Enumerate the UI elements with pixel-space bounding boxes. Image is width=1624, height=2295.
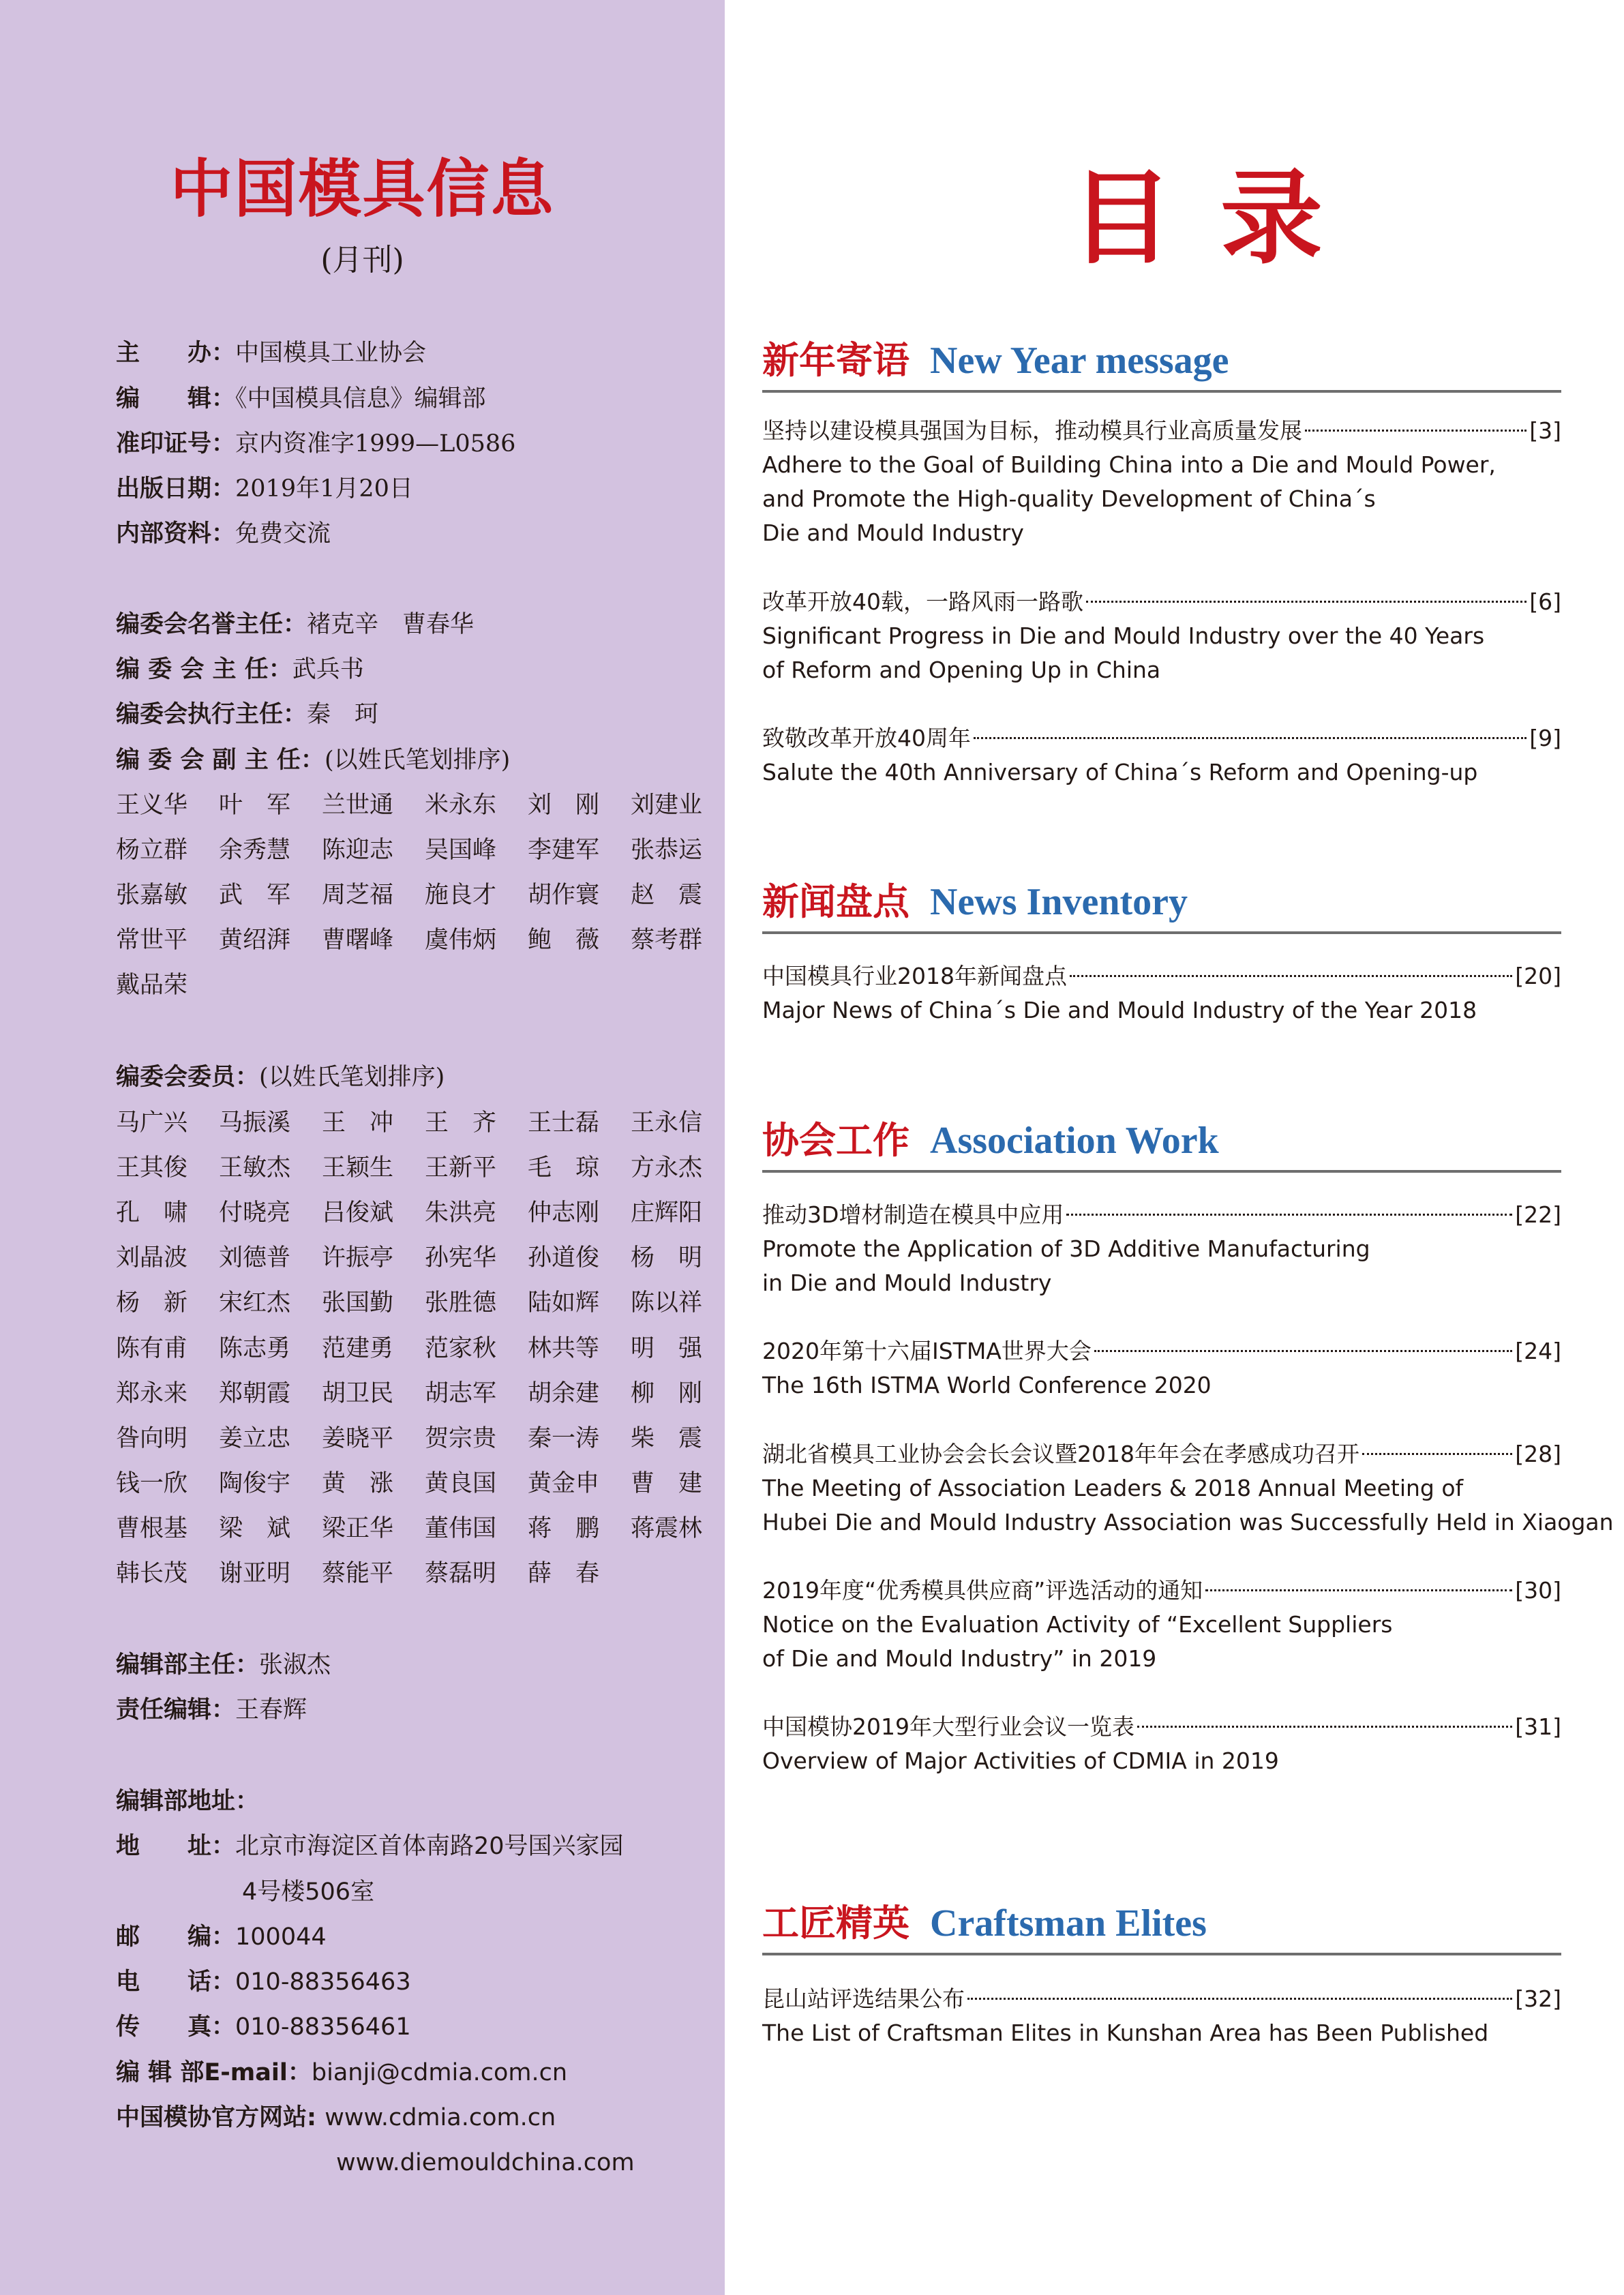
leader-dots: [1066, 1214, 1512, 1216]
person-name: 杨 明: [631, 1244, 703, 1272]
page-number: [28]: [1515, 1441, 1561, 1467]
person-name: 蔡磊明: [425, 1560, 497, 1587]
leader-dots: [1305, 430, 1527, 432]
entry-title-en: Promote the Application of 3D Additive Manufacturing: [762, 1235, 1370, 1262]
person-name: 庄辉阳: [631, 1199, 703, 1227]
person-name: 钱一欣: [116, 1470, 188, 1497]
person-name: 胡余建: [528, 1380, 600, 1407]
person-name: 范建勇: [322, 1335, 394, 1362]
section-title-zh: 新年寄语: [762, 338, 909, 382]
tel-row: [116, 1965, 411, 1999]
person-name: 刘建业: [631, 792, 703, 819]
section-divider: [762, 1953, 1561, 1955]
toc-entry[interactable]: [762, 959, 1561, 1028]
page-number: [24]: [1515, 1338, 1561, 1364]
person-name: 王敏杰: [219, 1154, 291, 1182]
leader-dots: [1137, 1726, 1512, 1728]
person-name: 蔡考群: [631, 927, 703, 954]
entry-title-en: Die and Mould Industry: [762, 520, 1024, 546]
toc-entry[interactable]: [762, 721, 1561, 790]
section-title-zh: 协会工作: [762, 1118, 909, 1162]
board-value: (以姓氏笔划排序): [324, 747, 511, 774]
person-name: 戴品荣: [116, 972, 188, 999]
person-name: 张国勤: [322, 1289, 394, 1317]
section-divider: [762, 390, 1561, 393]
info-label: 准印证号：: [116, 430, 236, 457]
entry-title-en: and Promote the High-quality Development of China´s: [762, 485, 1376, 512]
tel-value: 010-88356463: [235, 1968, 411, 1996]
person-name: 蒋 鹏: [528, 1515, 600, 1542]
person-name: 吴国峰: [425, 837, 497, 864]
info-value: 免费交流: [235, 520, 331, 548]
info-row: [116, 336, 426, 370]
editorial-row: [116, 1693, 307, 1727]
editorial-label: 责任编辑：: [116, 1696, 236, 1724]
editorial-label: 编辑部主任：: [116, 1651, 260, 1679]
name-row: [116, 1422, 734, 1456]
person-name: 兰世通: [322, 792, 394, 819]
section-title-en: New Year message: [930, 340, 1229, 382]
person-name: 仲志刚: [528, 1199, 600, 1227]
members-label: 编委会委员：: [116, 1064, 260, 1091]
person-name: 黄金申: [528, 1470, 600, 1497]
members-note: (以姓氏笔划排序): [259, 1064, 445, 1091]
person-name: 方永杰: [631, 1154, 703, 1182]
email-row: [116, 2056, 567, 2090]
fax-value: 010-88356461: [235, 2013, 411, 2041]
page-number: [32]: [1515, 1985, 1561, 2012]
person-name: 刘德普: [219, 1244, 291, 1272]
name-row: [116, 1241, 734, 1275]
person-name: 姜晓平: [322, 1425, 394, 1452]
leader-dots: [974, 737, 1527, 739]
person-name: 张胜德: [425, 1289, 497, 1317]
info-label: 主 办：: [116, 340, 236, 367]
person-name: 周芝福: [322, 882, 394, 909]
page-number: [22]: [1515, 1201, 1561, 1228]
entry-title-en: in Die and Mould Industry: [762, 1270, 1052, 1296]
person-name: 陈以祥: [631, 1289, 703, 1317]
toc-entry[interactable]: [762, 1710, 1561, 1778]
page-number: [9]: [1529, 725, 1561, 751]
address-line-1: 北京市海淀区首体南路20号国兴家园: [235, 1833, 624, 1860]
person-name: 武 军: [219, 882, 291, 909]
section-title-zh: 新闻盘点: [762, 880, 909, 923]
person-name: 虞伟炳: [425, 927, 497, 954]
name-row: [116, 1332, 734, 1366]
board-value: 褚克辛 曹春华: [307, 611, 475, 638]
person-name: 薛 春: [528, 1560, 600, 1587]
fax-row: [116, 2010, 411, 2044]
info-value: 2019年1月20日: [235, 475, 413, 502]
zip-row: [116, 1920, 327, 1954]
person-name: 董伟国: [425, 1515, 497, 1542]
page-number: [20]: [1515, 963, 1561, 989]
person-name: 王 冲: [322, 1109, 394, 1137]
person-name: 昝向明: [116, 1425, 188, 1452]
person-name: 刘晶波: [116, 1244, 188, 1272]
entry-title-en: Significant Progress in Die and Mould Industry over the 40 Years: [762, 622, 1485, 649]
page-number: [30]: [1515, 1577, 1561, 1604]
name-row: [116, 1377, 734, 1411]
person-name: 蔡能平: [322, 1560, 394, 1587]
address-row-cont: [242, 1875, 374, 1909]
person-name: 杨立群: [116, 837, 188, 864]
entry-title-zh: 致敬改革开放40周年: [762, 725, 971, 751]
info-row: [116, 427, 515, 461]
section-heading-craftsman: [762, 1895, 1207, 1960]
person-name: 黄 涨: [322, 1470, 394, 1497]
magazine-frequency: (月刊): [320, 243, 404, 278]
person-name: 贺宗贵: [425, 1425, 497, 1452]
name-row: [116, 923, 734, 957]
section-title-en: News Inventory: [930, 881, 1188, 923]
board-value: 武兵书: [292, 656, 364, 683]
person-name: 常世平: [116, 927, 188, 954]
person-name: 叶 军: [219, 792, 291, 819]
person-name: 王颖生: [322, 1154, 394, 1182]
person-name: 曹根基: [116, 1515, 188, 1542]
toc-entry[interactable]: [762, 1437, 1614, 1540]
person-name: 吕俊斌: [322, 1199, 394, 1227]
person-name: 韩长茂: [116, 1560, 188, 1587]
website-link[interactable]: www.cdmia.com.cn: [325, 2104, 556, 2131]
person-name: 马振溪: [219, 1109, 291, 1137]
person-name: 范家秋: [425, 1335, 497, 1362]
person-name: 陈有甫: [116, 1335, 188, 1362]
masthead-panel: [0, 0, 725, 2295]
members-heading: [116, 1060, 445, 1094]
entry-title-en: Adhere to the Goal of Building China into a Die and Mould Power,: [762, 451, 1496, 478]
person-name: 赵 震: [631, 882, 703, 909]
person-name: 蒋震林: [631, 1515, 703, 1542]
name-row: [116, 1467, 734, 1501]
website-link-2[interactable]: www.diemouldchina.com: [336, 2149, 635, 2176]
entry-title-en: of Die and Mould Industry” in 2019: [762, 1645, 1157, 1672]
person-name: 付晓亮: [219, 1199, 291, 1227]
person-name: 陆如辉: [528, 1289, 600, 1317]
fax-label: 传 真：: [116, 2013, 236, 2041]
website-row-2: [336, 2146, 635, 2180]
person-name: 胡卫民: [322, 1380, 394, 1407]
person-name: 王新平: [425, 1154, 497, 1182]
page-number: [6]: [1529, 588, 1561, 615]
entry-title-zh: 推动3D增材制造在模具中应用: [762, 1201, 1064, 1228]
person-name: 郑永来: [116, 1380, 188, 1407]
toc-entry[interactable]: [762, 585, 1561, 687]
entry-title-zh: 2019年度“优秀模具供应商”评选活动的通知: [762, 1577, 1203, 1604]
info-label: 编 辑：: [116, 385, 236, 412]
editorial-row: [116, 1648, 331, 1682]
person-name: 陈迎志: [322, 837, 394, 864]
person-name: 郑朝霞: [219, 1380, 291, 1407]
person-name: 梁 斌: [219, 1515, 291, 1542]
email-link[interactable]: bianji@cdmia.com.cn: [311, 2059, 568, 2086]
page-number: [3]: [1529, 417, 1561, 444]
zip-value: 100044: [235, 1923, 327, 1951]
address-heading: [116, 1784, 259, 1818]
address-row: [116, 1829, 624, 1863]
toc-title: 目录: [1070, 158, 1371, 278]
person-name: 王士磊: [528, 1109, 600, 1137]
section-title-en: Craftsman Elites: [930, 1902, 1207, 1945]
name-row: [116, 1151, 734, 1185]
address-heading-text: 编辑部地址：: [116, 1788, 260, 1815]
person-name: 孙宪华: [425, 1244, 497, 1272]
person-name: 马广兴: [116, 1109, 188, 1137]
person-name: 毛 琼: [528, 1154, 600, 1182]
person-name: 柳 刚: [631, 1380, 703, 1407]
board-row: [116, 608, 474, 642]
editorial-value: 王春辉: [235, 1696, 307, 1724]
board-label: 编 委 会 副 主 任：: [116, 747, 325, 774]
person-name: 鲍 薇: [528, 927, 600, 954]
board-label: 编 委 会 主 任：: [116, 656, 292, 683]
section-divider: [762, 1170, 1561, 1173]
entry-title-en: The Meeting of Association Leaders & 2018 Annual Meeting of: [762, 1475, 1464, 1501]
person-name: 张恭运: [631, 837, 703, 864]
person-name: 陶俊宇: [219, 1470, 291, 1497]
leader-dots: [1362, 1453, 1512, 1455]
entry-title-en: The List of Craftsman Elites in Kunshan Area has Been Published: [762, 2020, 1489, 2046]
board-row: [116, 652, 364, 687]
info-value: 京内资准字1999—L0586: [235, 430, 516, 457]
leader-dots: [1070, 975, 1512, 977]
person-name: 谢亚明: [219, 1560, 291, 1587]
info-label: 内部资料：: [116, 520, 236, 548]
name-row: [116, 788, 734, 822]
entry-title-en: Major News of China´s Die and Mould Industry of the Year 2018: [762, 997, 1477, 1023]
toc-entry[interactable]: [762, 1982, 1561, 2050]
section-heading-association: [762, 1113, 1219, 1177]
person-name: 王 齐: [425, 1109, 497, 1137]
zip-label: 邮 编：: [116, 1923, 236, 1951]
person-name: 柴 震: [631, 1425, 703, 1452]
person-name: 王永信: [631, 1109, 703, 1137]
person-name: 杨 新: [116, 1289, 188, 1317]
leader-dots: [1094, 1350, 1512, 1352]
toc-entry[interactable]: [762, 1574, 1561, 1676]
entry-title-zh: 中国模协2019年大型行业会议一览表: [762, 1713, 1134, 1740]
toc-entry[interactable]: [762, 414, 1561, 550]
person-name: 曹曙峰: [322, 927, 394, 954]
person-name: 李建军: [528, 837, 600, 864]
person-name: 许振亭: [322, 1244, 394, 1272]
magazine-title: 中国模具信息: [170, 153, 555, 226]
website-label: 中国模协官方网站:: [116, 2104, 325, 2131]
person-name: 刘 刚: [528, 792, 600, 819]
person-name: 孙道俊: [528, 1244, 600, 1272]
person-name: 梁正华: [322, 1515, 394, 1542]
person-name: 张嘉敏: [116, 882, 188, 909]
board-row: [116, 743, 510, 777]
leader-dots: [1086, 601, 1527, 603]
person-name: 林共等: [528, 1335, 600, 1362]
info-value: 中国模具工业协会: [235, 340, 427, 367]
person-name: 米永东: [425, 792, 497, 819]
entry-title-zh: 改革开放40载，一路风雨一路歌: [762, 588, 1083, 615]
name-row: [116, 968, 219, 1002]
person-name: 明 强: [631, 1335, 703, 1362]
leader-dots: [967, 1998, 1512, 2000]
name-row: [116, 833, 734, 867]
entry-title-zh: 昆山站评选结果公布: [762, 1985, 965, 2012]
board-value: 秦 珂: [307, 701, 379, 728]
board-label: 编委会名誉主任：: [116, 611, 307, 638]
info-row: [116, 472, 413, 506]
entry-title-zh: 湖北省模具工业协会会长会议暨2018年年会在孝感成功召开: [762, 1441, 1359, 1467]
info-row: [116, 382, 486, 416]
person-name: 姜立忠: [219, 1425, 291, 1452]
entry-title-zh: 中国模具行业2018年新闻盘点: [762, 963, 1067, 989]
person-name: 黄绍湃: [219, 927, 291, 954]
entry-title-zh: 2020年第十六届ISTMA世界大会: [762, 1338, 1092, 1364]
board-row: [116, 698, 378, 732]
toc-entry[interactable]: [762, 1334, 1561, 1402]
person-name: 余秀慧: [219, 837, 291, 864]
email-label: 编 辑 部E-mail：: [116, 2059, 312, 2086]
person-name: 宋红杰: [219, 1289, 291, 1317]
name-row: [116, 1512, 734, 1546]
person-name: 施良才: [425, 882, 497, 909]
person-name: 朱洪亮: [425, 1199, 497, 1227]
name-row: [116, 1286, 734, 1320]
leader-dots: [1205, 1589, 1512, 1591]
person-name: 秦一涛: [528, 1425, 600, 1452]
entry-title-en: The 16th ISTMA World Conference 2020: [762, 1372, 1212, 1398]
person-name: 陈志勇: [219, 1335, 291, 1362]
person-name: 孔 啸: [116, 1199, 188, 1227]
section-divider: [762, 931, 1561, 934]
person-name: 胡作寰: [528, 882, 600, 909]
entry-title-en: Notice on the Evaluation Activity of “Excellent Suppliers: [762, 1611, 1393, 1638]
person-name: 曹 建: [631, 1470, 703, 1497]
section-title-en: Association Work: [930, 1120, 1219, 1162]
toc-entry[interactable]: [762, 1198, 1561, 1300]
address-line-2: 4号楼506室: [242, 1878, 375, 1906]
editorial-value: 张淑杰: [259, 1651, 331, 1679]
name-row: [116, 1557, 631, 1591]
page-number: [31]: [1515, 1713, 1561, 1740]
name-row: [116, 1106, 734, 1140]
info-value: 《中国模具信息》编辑部: [235, 385, 486, 412]
name-row: [116, 1196, 734, 1230]
board-label: 编委会执行主任：: [116, 701, 307, 728]
tel-label: 电 话：: [116, 1968, 236, 1996]
section-heading-new-year: [762, 333, 1229, 397]
section-title-zh: 工匠精英: [762, 1901, 909, 1945]
address-label: 地 址：: [116, 1833, 236, 1860]
person-name: 黄良国: [425, 1470, 497, 1497]
person-name: 王义华: [116, 792, 188, 819]
section-heading-news: [762, 874, 1188, 938]
entry-title-en: of Reform and Opening Up in China: [762, 657, 1161, 683]
name-row: [116, 878, 734, 912]
entry-title-en: Salute the 40th Anniversary of China´s Reform and Opening-up: [762, 759, 1478, 785]
website-row: [116, 2101, 556, 2135]
entry-title-en: Overview of Major Activities of CDMIA in 2019: [762, 1747, 1279, 1774]
entry-title-en: Hubei Die and Mould Industry Association was Successfully Held in Xiaogan: [762, 1509, 1614, 1535]
info-label: 出版日期：: [116, 475, 236, 502]
info-row: [116, 517, 331, 551]
entry-title-zh: 坚持以建设模具强国为目标，推动模具行业高质量发展: [762, 417, 1302, 444]
person-name: 胡志军: [425, 1380, 497, 1407]
person-name: 王其俊: [116, 1154, 188, 1182]
